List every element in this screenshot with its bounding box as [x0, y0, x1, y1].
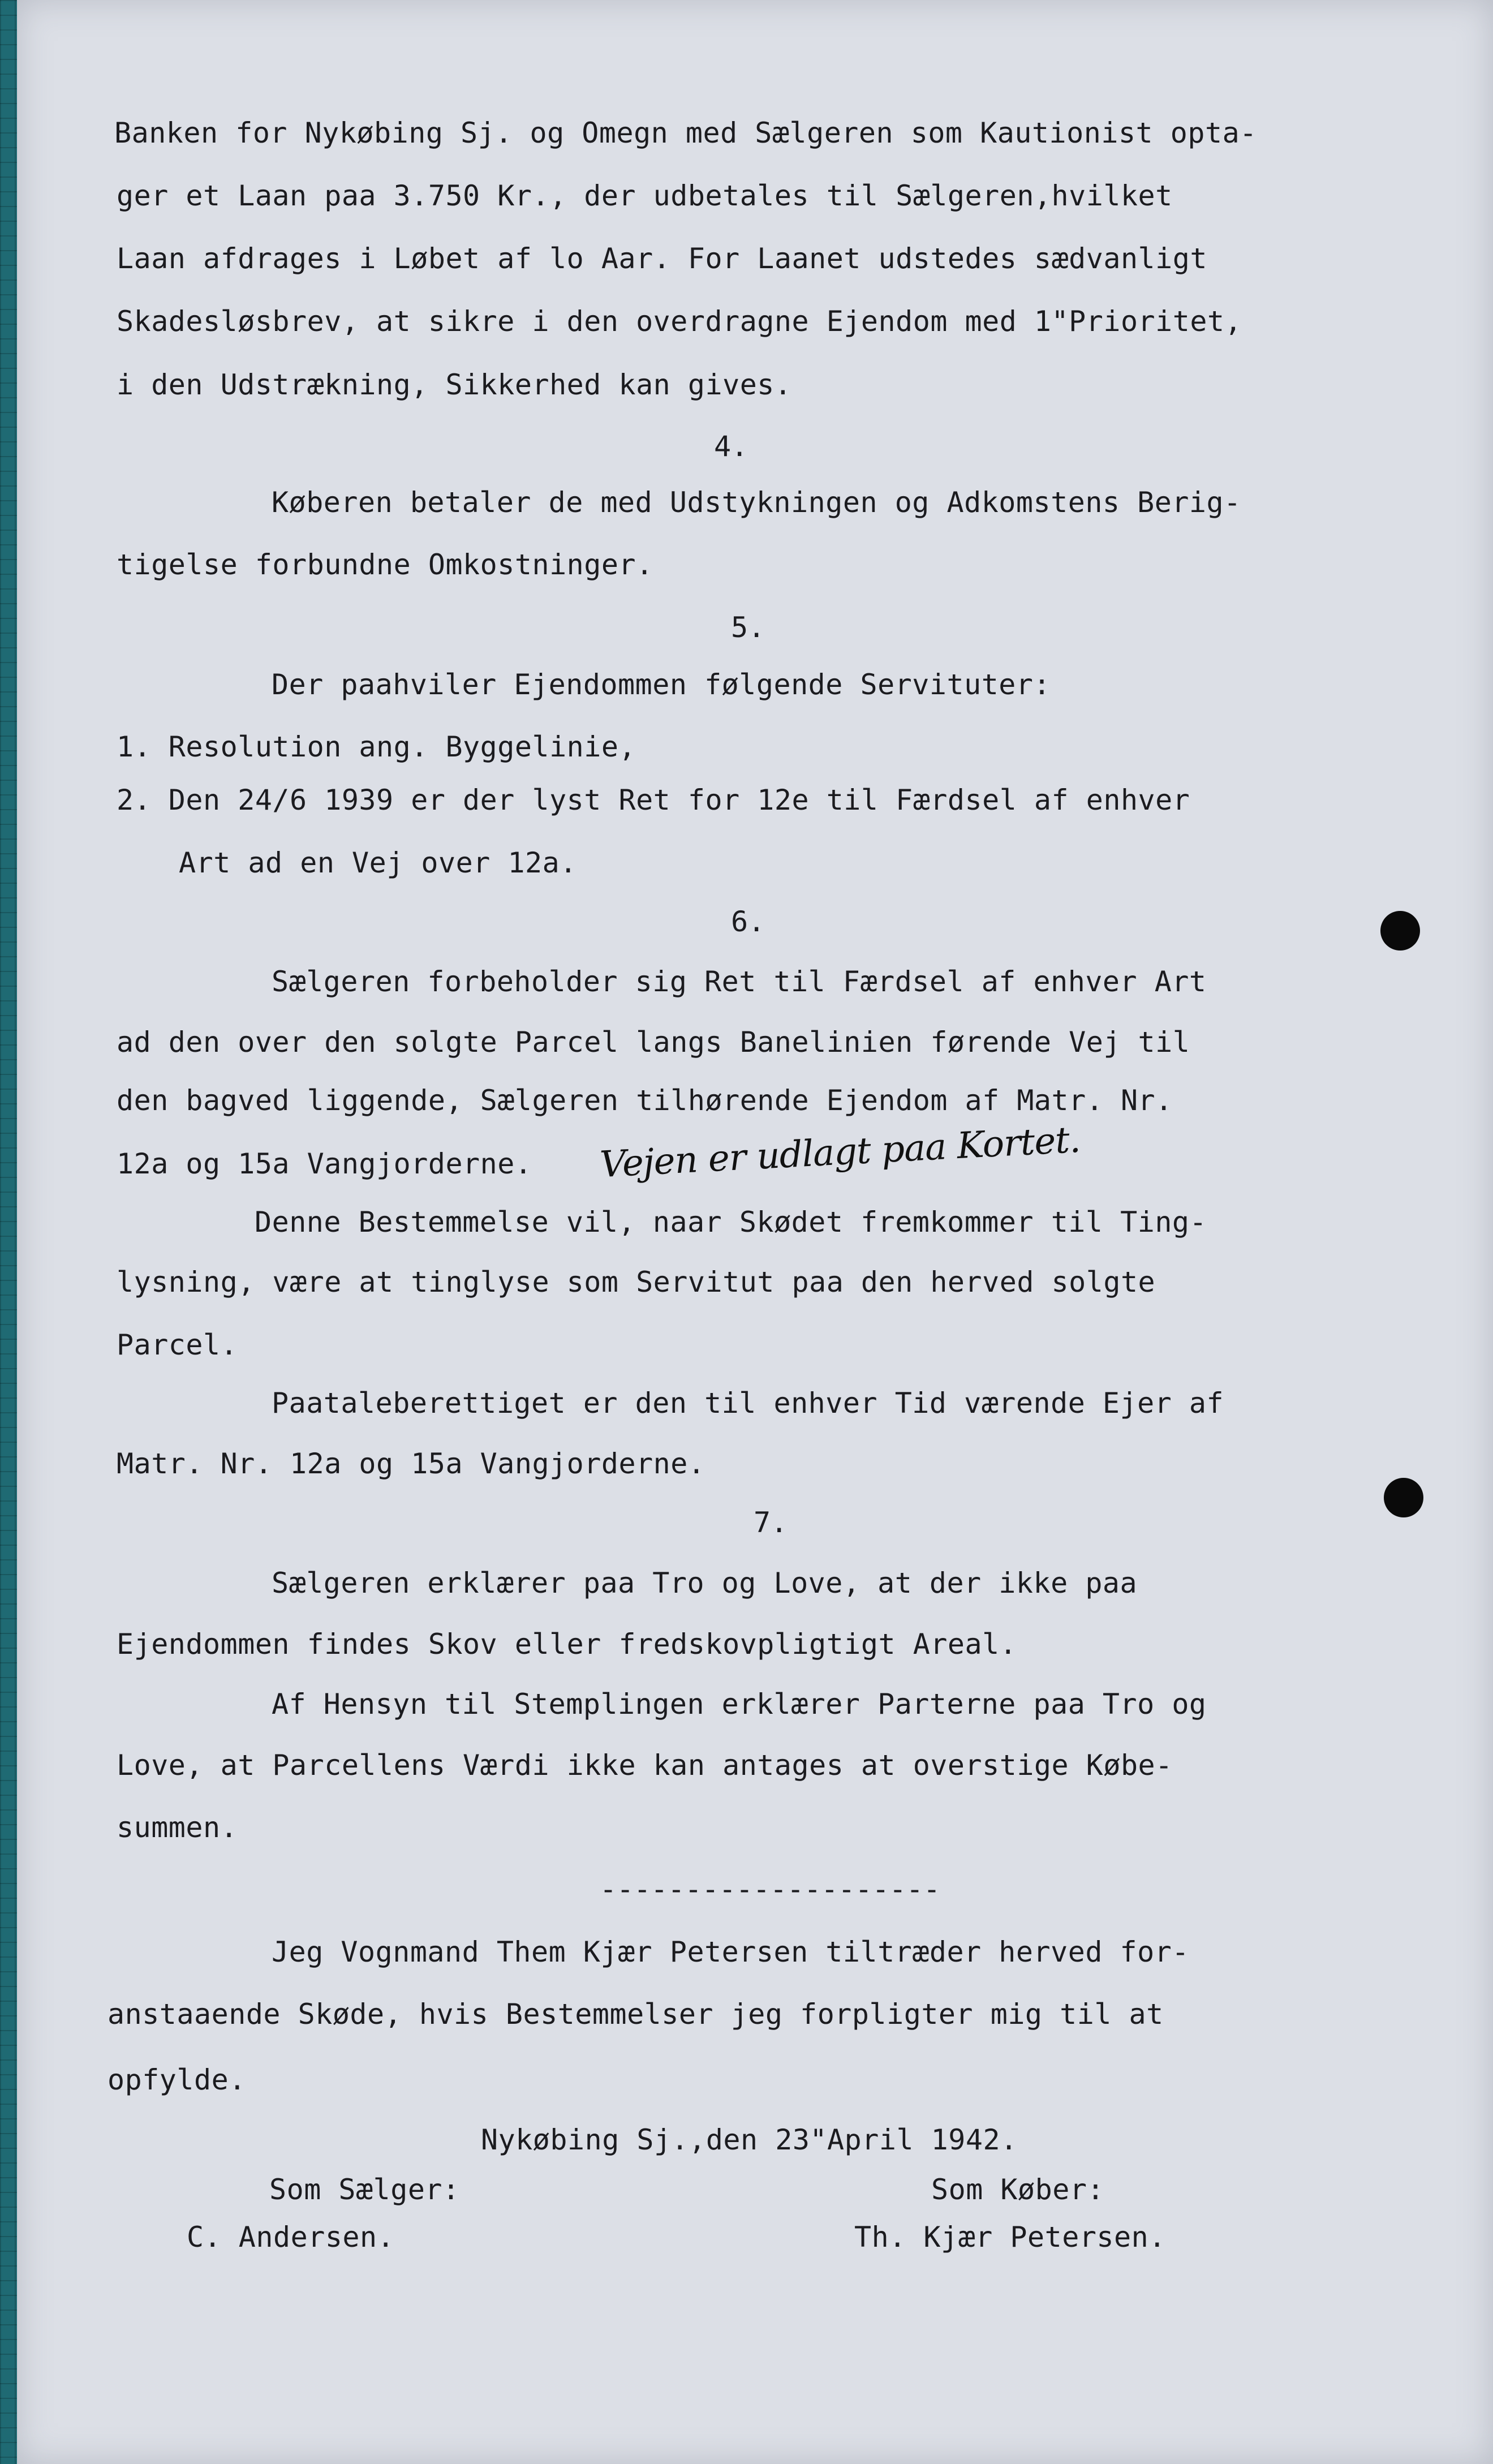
handwritten-note: Vejen er udlagt paa Kortet.	[599, 1119, 1082, 1186]
text-line: i den Udstrækning, Sikkerhed kan gives.	[117, 368, 792, 401]
section-number: 5.	[731, 611, 765, 644]
text-line: Paataleberettiget er den til enhver Tid værende Ejer af	[272, 1387, 1224, 1420]
buyer-label: Som Køber:	[931, 2173, 1105, 2206]
text-line: Parcel.	[117, 1328, 238, 1361]
document-page	[17, 0, 1493, 2464]
text-line: Denne Bestemmelse vil, naar Skødet fremkommer til Ting-	[255, 1206, 1207, 1239]
text-line: Jeg Vognmand Them Kjær Petersen tiltræder herved for-	[272, 1936, 1189, 1968]
text-line: ad den over den solgte Parcel langs Banelinien førende Vej til	[117, 1026, 1190, 1059]
punch-hole-bottom	[1384, 1478, 1423, 1517]
section-number: 7.	[754, 1506, 788, 1539]
text-line: 2. Den 24/6 1939 er der lyst Ret for 12e til Færdsel af enhver	[117, 784, 1190, 816]
text-line: Skadesløsbrev, at sikre i den overdragne Ejendom med 1"Prioritet,	[117, 305, 1242, 338]
text-line: Love, at Parcellens Værdi ikke kan antages at overstige Købe-	[117, 1749, 1173, 1782]
text-line: ger et Laan paa 3.750 Kr., der udbetales til Sælgeren,hvilket	[117, 179, 1173, 212]
text-line: den bagved liggende, Sælgeren tilhørende Ejendom af Matr. Nr.	[117, 1084, 1173, 1117]
text-line: Ejendommen findes Skov eller fredskovpligtigt Areal.	[117, 1628, 1017, 1661]
text-line: 1. Resolution ang. Byggelinie,	[117, 730, 636, 763]
text-line: tigelse forbundne Omkostninger.	[117, 548, 653, 581]
seller-signature: C. Andersen.	[187, 2221, 395, 2254]
text-line: Der paahviler Ejendommen følgende Servituter:	[272, 668, 1051, 701]
buyer-signature: Th. Kjær Petersen.	[854, 2221, 1166, 2254]
text-line: Art ad en Vej over 12a.	[179, 846, 577, 879]
text-line: anstaaende Skøde, hvis Bestemmelser jeg forpligter mig til at	[107, 1998, 1164, 2031]
text-line: Køberen betaler de med Udstykningen og Adkomstens Berig-	[272, 486, 1241, 519]
punch-hole-top	[1380, 911, 1420, 951]
section-number: 4.	[714, 430, 748, 463]
place-date: Nykøbing Sj.,den 23"April 1942.	[481, 2123, 1018, 2156]
text-line: Af Hensyn til Stemplingen erklærer Parterne paa Tro og	[272, 1688, 1207, 1721]
text-line: Laan afdrages i Løbet af lo Aar. For Laanet udstedes sædvanligt	[117, 242, 1207, 275]
text-line: Sælgeren forbeholder sig Ret til Færdsel af enhver Art	[272, 965, 1207, 998]
text-line: opfylde.	[107, 2063, 246, 2096]
text-line: Matr. Nr. 12a og 15a Vangjorderne.	[117, 1447, 705, 1480]
text-line: summen.	[117, 1811, 238, 1844]
seller-label: Som Sælger:	[269, 2173, 460, 2206]
text-line: 12a og 15a Vangjorderne.	[117, 1147, 532, 1180]
divider: --------------------	[600, 1873, 941, 1906]
text-line: Sælgeren erklærer paa Tro og Love, at der ikke paa	[272, 1567, 1138, 1599]
section-number: 6.	[731, 905, 765, 938]
text-line: Banken for Nykøbing Sj. og Omegn med Sælgeren som Kautionist opta-	[114, 117, 1257, 149]
text-line: lysning, være at tinglyse som Servitut paa den herved solgte	[117, 1266, 1156, 1298]
